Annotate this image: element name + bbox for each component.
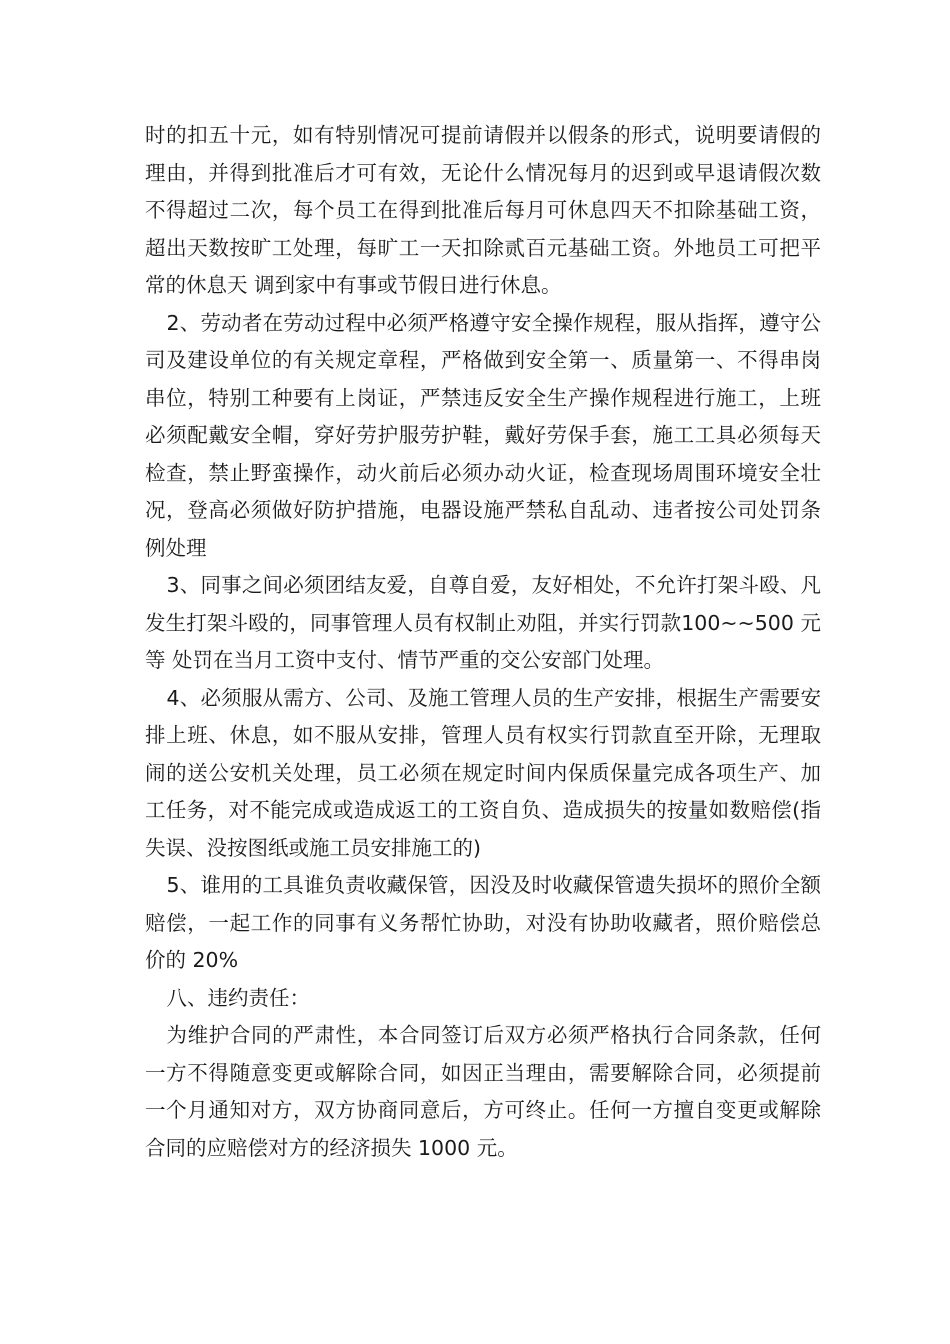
paragraph-clause-5: 5、谁用的工具谁负责收藏保管，因没及时收藏保管遗失损坏的照价全额赔偿，一起工作的同事有义务帮忙协助，对没有协助收藏者，照价赔偿总价的 20% (145, 873, 821, 972)
paragraph-clause-2: 2、劳动者在劳动过程中必须严格遵守安全操作规程，服从指挥，遵守公司及建设单位的有关规定章程，严格做到安全第一、质量第一、不得串岗串位，特别工种要有上岗证，严禁违反安全生产操作规程进行施工，上班必须配戴安全帽，穿好劳护服劳护鞋，戴好劳保手套，施工工具必须每天检查，禁止野蛮操作，动火前后必须办动火证，检查现场周围环境安全壮况，登高必须做好防护措施，电器设施严禁私自乱动、违者按公司处罚条例处理 (145, 310, 821, 560)
paragraph-breach-liability: 为维护合同的严肃性，本合同签订后双方必须严格执行合同条款，任何一方不得随意变更或解除合同，如因正当理由，需要解除合同，必须提前一个月通知对方，双方协商同意后，方可终止。任何一方擅自变更或解除合同的应赔偿对方的经济损失 1000 元。 (145, 1023, 821, 1160)
document-body (145, 117, 821, 1167)
paragraph-clause-4: 4、必须服从需方、公司、及施工管理人员的生产安排，根据生产需要安排上班、休息，如不服从安排，管理人员有权实行罚款直至开除，无理取闹的送公安机关处理，员工必须在规定时间内保质保量完成各项生产、加工任务，对不能完成或造成返工的工资自负、造成损失的按量如数赔偿(指失误、没按图纸或施工员安排施工的) (145, 685, 821, 860)
section-heading-breach-liability: 八、违约责任： (166, 985, 311, 1010)
paragraph-clause-3: 3、同事之间必须团结友爱，自尊自爱，友好相处，不允许打架斗殴、凡发生打架斗殴的，同事管理人员有权制止劝阻，并实行罚款100~~500 元等 处罚在当月工资中支付、情节严重的交公安部门处理。 (145, 573, 821, 672)
paragraph-continuation: 时的扣五十元，如有特别情况可提前请假并以假条的形式，说明要请假的理由，并得到批准后才可有效，无论什么情况每月的迟到或早退请假次数不得超过二次，每个员工在得到批准后每月可休息四天不扣除基础工资，超出天数按旷工处理，每旷工一天扣除贰百元基础工资。外地员工可把平常的休息天 调到家中有事或节假日进行休息。 (145, 123, 821, 297)
